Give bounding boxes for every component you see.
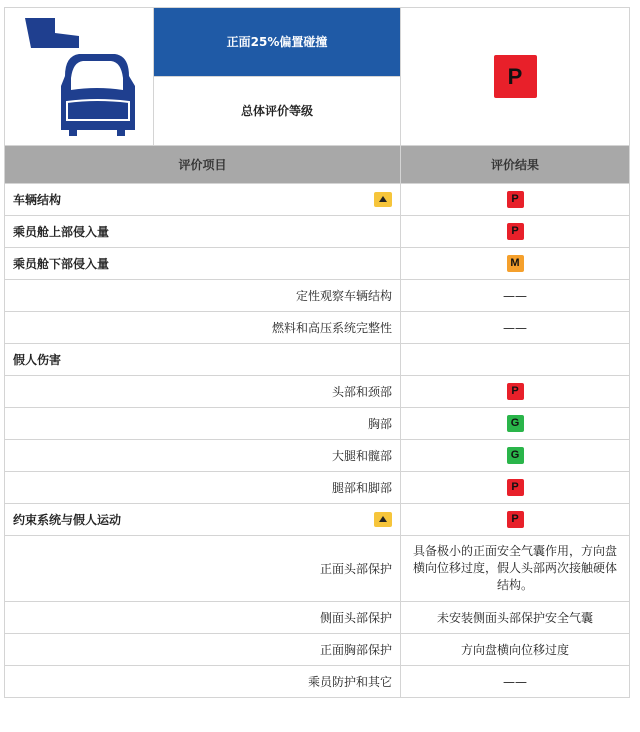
row-result-cell bbox=[401, 184, 630, 216]
table-row bbox=[5, 440, 630, 472]
car-front-crash-icon bbox=[5, 8, 154, 145]
row-result-cell bbox=[401, 376, 630, 408]
rating-badge: P bbox=[507, 191, 524, 208]
row-label: 约束系统与假人运动 bbox=[13, 513, 122, 527]
rating-badge: P bbox=[507, 511, 524, 528]
row-label: 侧面头部保护 bbox=[319, 611, 392, 625]
table-row bbox=[5, 602, 630, 634]
table-row bbox=[5, 408, 630, 440]
row-label-cell bbox=[5, 602, 401, 634]
row-label-cell bbox=[5, 666, 401, 698]
row-label-cell bbox=[5, 312, 401, 344]
table-row bbox=[5, 280, 630, 312]
column-header-result: 评价结果 bbox=[401, 146, 630, 184]
row-label: 头部和颈部 bbox=[331, 385, 392, 399]
row-label: 胸部 bbox=[367, 417, 392, 431]
result-text: 方向盘横向位移过度 bbox=[460, 643, 569, 657]
row-result-cell bbox=[401, 666, 630, 698]
row-result-cell bbox=[401, 602, 630, 634]
overall-rating-cell bbox=[401, 8, 630, 146]
row-result-cell bbox=[401, 344, 630, 376]
row-label-cell bbox=[5, 504, 401, 536]
table-row bbox=[5, 216, 630, 248]
result-text: 具备极小的正面安全气囊作用，方向盘横向位移过度，假人头部两次接触硬体结构。 bbox=[412, 544, 617, 592]
row-label-cell bbox=[5, 344, 401, 376]
row-label: 大腿和髋部 bbox=[331, 449, 392, 463]
row-label-cell bbox=[5, 248, 401, 280]
table-row bbox=[5, 504, 630, 536]
row-result-cell bbox=[401, 634, 630, 666]
column-header-row bbox=[5, 146, 630, 184]
row-label-cell bbox=[5, 440, 401, 472]
row-result-cell bbox=[401, 440, 630, 472]
row-label: 假人伤害 bbox=[13, 353, 62, 367]
row-result-cell bbox=[401, 536, 630, 602]
row-label-cell bbox=[5, 376, 401, 408]
row-label-cell bbox=[5, 184, 401, 216]
table-row bbox=[5, 472, 630, 504]
row-label-cell bbox=[5, 216, 401, 248]
rating-badge: P bbox=[507, 223, 524, 240]
rating-badge: G bbox=[507, 447, 524, 464]
row-label-cell bbox=[5, 472, 401, 504]
rating-badge: G bbox=[507, 415, 524, 432]
table-row bbox=[5, 312, 630, 344]
table-row bbox=[5, 248, 630, 280]
not-rated-dash: —— bbox=[503, 674, 527, 689]
row-result-cell bbox=[401, 408, 630, 440]
row-label: 定性观察车辆结构 bbox=[295, 289, 392, 303]
result-text: 未安装侧面头部保护安全气囊 bbox=[436, 611, 593, 625]
row-label: 正面头部保护 bbox=[319, 562, 392, 576]
table-row bbox=[5, 184, 630, 216]
rating-table bbox=[4, 7, 630, 698]
row-result-cell bbox=[401, 280, 630, 312]
row-label: 车辆结构 bbox=[13, 193, 62, 207]
row-label: 正面胸部保护 bbox=[319, 643, 392, 657]
warning-icon bbox=[374, 512, 392, 527]
row-label: 乘员舱下部侵入量 bbox=[13, 257, 110, 271]
row-label: 乘员舱上部侵入量 bbox=[13, 225, 110, 239]
row-label-cell bbox=[5, 634, 401, 666]
test-title: 正面25%偏置碰撞 bbox=[154, 8, 400, 77]
table-row bbox=[5, 666, 630, 698]
row-result-cell bbox=[401, 248, 630, 280]
overall-rating-label: 总体评价等级 bbox=[240, 104, 313, 119]
rating-badge: P bbox=[507, 479, 524, 496]
row-label-cell bbox=[5, 280, 401, 312]
column-header-item: 评价项目 bbox=[5, 146, 401, 184]
not-rated-dash: —— bbox=[503, 288, 527, 303]
row-result-cell bbox=[401, 472, 630, 504]
overall-rating-badge: P bbox=[494, 55, 537, 98]
warning-icon bbox=[374, 192, 392, 207]
rating-table-container bbox=[4, 7, 629, 698]
row-label: 乘员防护和其它 bbox=[307, 675, 392, 689]
rating-badge: P bbox=[507, 383, 524, 400]
row-label: 腿部和脚部 bbox=[331, 481, 392, 495]
header-left-cell bbox=[5, 8, 401, 146]
row-label-cell bbox=[5, 536, 401, 602]
row-label: 燃料和高压系统完整性 bbox=[271, 321, 392, 335]
table-row bbox=[5, 344, 630, 376]
table-row bbox=[5, 536, 630, 602]
rating-badge: M bbox=[507, 255, 524, 272]
row-label-cell bbox=[5, 408, 401, 440]
table-row bbox=[5, 376, 630, 408]
table-row bbox=[5, 634, 630, 666]
row-result-cell bbox=[401, 504, 630, 536]
row-result-cell bbox=[401, 216, 630, 248]
row-result-cell bbox=[401, 312, 630, 344]
not-rated-dash: —— bbox=[503, 320, 527, 335]
